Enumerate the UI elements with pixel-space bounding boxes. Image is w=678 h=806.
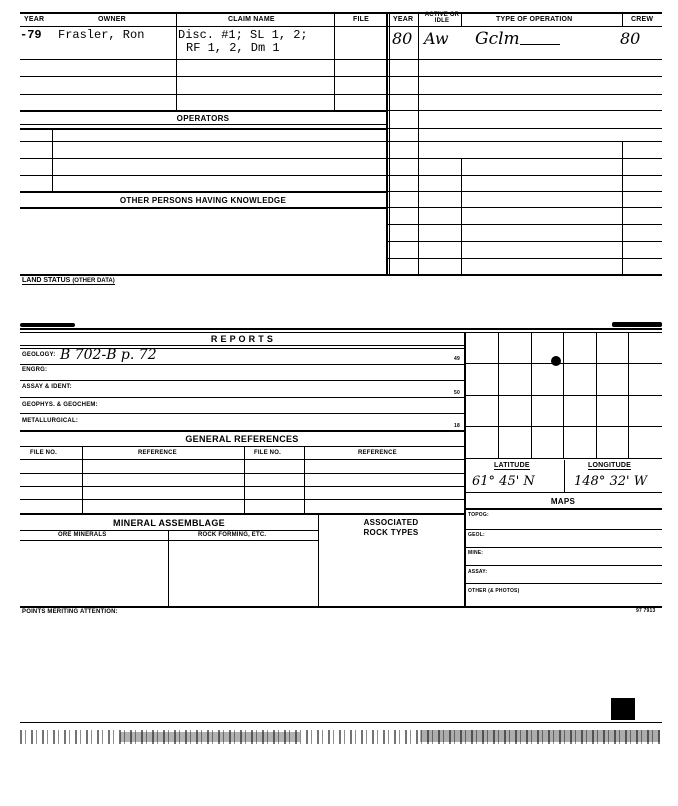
report-label-metallurgical: METALLURGICAL: [22, 418, 79, 424]
header-claim-name: CLAIM NAME [228, 16, 275, 23]
longitude-label: LONGITUDE [588, 462, 632, 469]
latitude-label: LATITUDE [494, 462, 530, 469]
header-year-2: YEAR [393, 16, 414, 23]
report-label-engrg: ENGRG: [22, 367, 48, 373]
maps-title: MAPS [550, 497, 576, 506]
other-persons-label: OTHER PERSONS HAVING KNOWLEDGE [119, 196, 287, 205]
report-num-assay: 50 [454, 390, 460, 396]
mineral-assemblage-title: MINERAL ASSEMBLAGE [113, 518, 225, 528]
land-status-label: LAND STATUS [22, 277, 71, 284]
maps-other: OTHER (& PHOTOS) [468, 588, 520, 594]
general-references-title: GENERAL REFERENCES [185, 434, 299, 444]
row1-type-of-operation: Gclm [475, 29, 520, 49]
operators-label: OPERATORS [176, 114, 230, 123]
header-file: FILE [353, 16, 369, 23]
report-value-geology: B 702-B p. 72 [60, 347, 157, 363]
ore-minerals-label: ORE MINERALS [58, 532, 107, 538]
header-crew: CREW [631, 16, 654, 23]
points-meriting-attention: POINTS MERITING ATTENTION: [22, 609, 118, 615]
report-label-assay: ASSAY & IDENT: [22, 384, 72, 390]
longitude-value: 148° 32' W [574, 474, 648, 489]
row1-active-or-idle: Aw [424, 29, 449, 48]
row1-crew: 80 [620, 29, 641, 48]
header-owner: OWNER [98, 16, 126, 23]
maps-mine: MINE: [468, 550, 484, 556]
row1-owner: Frasler, Ron [58, 28, 145, 42]
associated-rock-types-line2: ROCK TYPES [363, 528, 419, 537]
row1-claim-line2: RF 1, 2, Dm 1 [186, 41, 280, 55]
header-active-or-idle: ACTIVE OR IDLE [424, 12, 460, 24]
ref-header-ref2: REFERENCE [358, 450, 397, 456]
header-type-of-operation: TYPE OF OPERATION [496, 16, 573, 23]
land-status-sub: (OTHER DATA) [72, 278, 115, 284]
land-status [22, 277, 115, 285]
header-year: YEAR [24, 16, 45, 23]
reports-title: R E P O R T S [210, 334, 274, 344]
report-label-geophys: GEOPHYS. & GEOCHEM: [22, 402, 98, 408]
form-code: 97 7913 [636, 608, 656, 614]
associated-rock-types-line1: ASSOCIATED [363, 518, 419, 527]
report-num-metallurgical: 18 [454, 423, 460, 429]
ref-header-ref1: REFERENCE [138, 450, 177, 456]
maps-assay: ASSAY: [468, 569, 488, 575]
location-marker-icon [551, 356, 561, 366]
row1-year: -79 [20, 28, 42, 42]
ref-header-file1: FILE NO. [30, 450, 57, 456]
rock-forming-label: ROCK FORMING, ETC. [198, 532, 267, 538]
ref-header-file2: FILE NO. [254, 450, 281, 456]
latitude-value: 61° 45' N [472, 474, 535, 489]
report-num-geology: 49 [454, 356, 460, 362]
maps-geol: GEOL: [468, 532, 485, 538]
row1-claim-line1: Disc. #1; SL 1, 2; [178, 28, 308, 42]
maps-topog: TOPOG: [468, 512, 489, 518]
row1-year-2: 80 [392, 29, 413, 48]
report-label-geology: GEOLOGY: [22, 352, 56, 358]
